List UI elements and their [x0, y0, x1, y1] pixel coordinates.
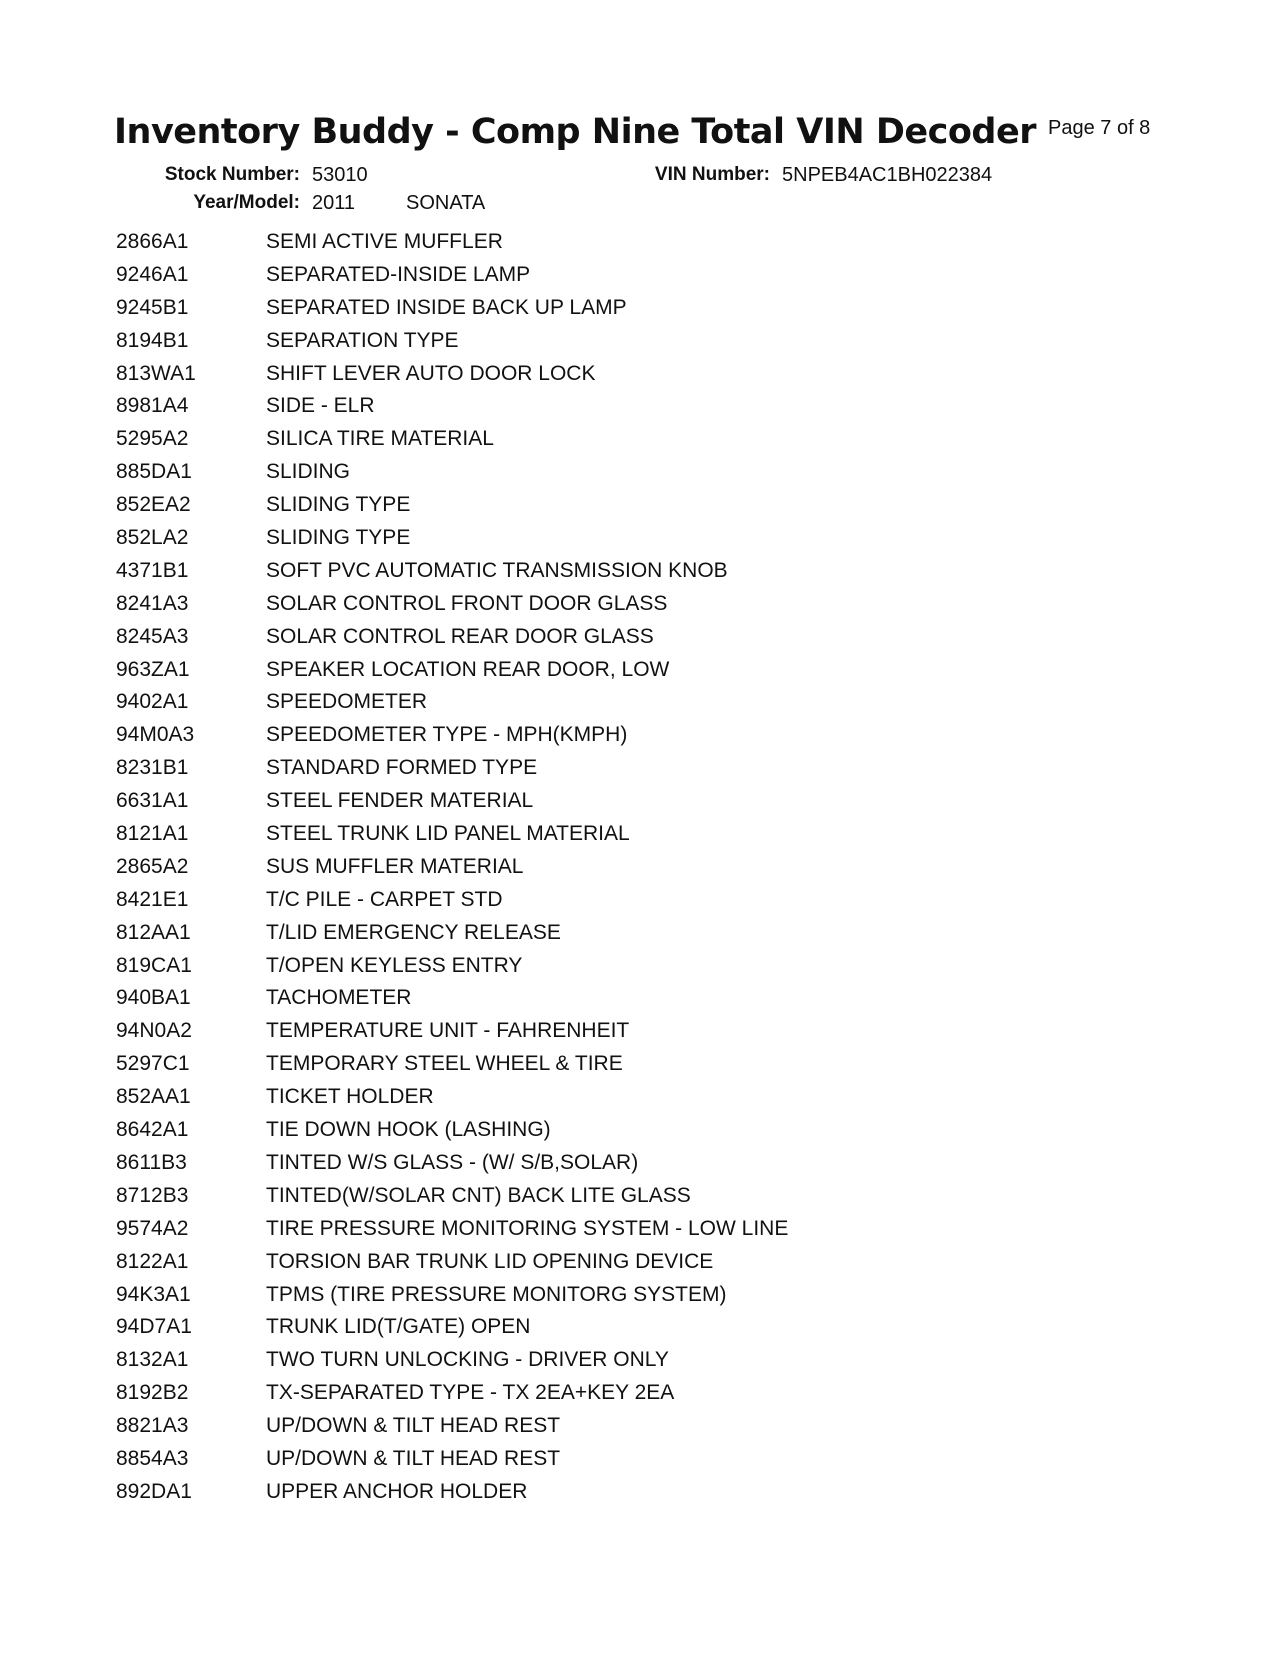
page-number: Page 7 of 8 [1048, 117, 1151, 139]
option-code: 8192B2 [116, 1381, 189, 1405]
document-title: Inventory Buddy - Comp Nine Total VIN Decoder [114, 112, 1036, 152]
option-code: 852LA2 [116, 526, 189, 550]
list-item [116, 427, 1016, 460]
option-code: 8611B3 [116, 1150, 187, 1174]
option-description: T/C PILE - CARPET STD [266, 887, 503, 911]
option-description: SOLAR CONTROL REAR DOOR GLASS [266, 624, 654, 648]
list-item [116, 329, 1016, 362]
list-item [116, 625, 1016, 658]
option-code: 9245B1 [116, 295, 189, 319]
option-description: TORSION BAR TRUNK LID OPENING DEVICE [266, 1249, 714, 1273]
option-description: SOLAR CONTROL FRONT DOOR GLASS [266, 591, 668, 615]
list-item [116, 723, 1016, 756]
option-code: 9402A1 [116, 690, 189, 714]
option-code: 8712B3 [116, 1183, 189, 1207]
option-description: TICKET HOLDER [266, 1085, 434, 1109]
list-item [116, 1348, 1016, 1381]
list-item [116, 493, 1016, 526]
option-description: T/LID EMERGENCY RELEASE [266, 920, 561, 944]
list-item [116, 921, 1016, 954]
list-item [116, 756, 1016, 789]
list-item [116, 1052, 1016, 1085]
list-item [116, 986, 1016, 1019]
list-item [116, 1480, 1016, 1513]
option-code: 885DA1 [116, 460, 192, 484]
option-code: 8981A4 [116, 394, 189, 418]
list-item [116, 1184, 1016, 1217]
year-value: 2011 [312, 192, 356, 214]
option-description: STANDARD FORMED TYPE [266, 756, 538, 780]
option-description: STEEL FENDER MATERIAL [266, 789, 534, 813]
option-code: 5295A2 [116, 427, 189, 451]
option-code: 8421E1 [116, 887, 189, 911]
option-code: 8194B1 [116, 328, 189, 352]
list-item [116, 1019, 1016, 1052]
option-description: UP/DOWN & TILT HEAD REST [266, 1446, 561, 1470]
list-item [116, 1381, 1016, 1414]
option-description: T/OPEN KEYLESS ENTRY [266, 953, 523, 977]
option-description: STEEL TRUNK LID PANEL MATERIAL [266, 822, 630, 846]
option-code: 2865A2 [116, 854, 189, 878]
option-code: 812AA1 [116, 920, 191, 944]
option-code: 8231B1 [116, 756, 189, 780]
list-item [116, 592, 1016, 625]
option-description: SEPARATION TYPE [266, 328, 459, 352]
list-item [116, 954, 1016, 987]
list-item [116, 394, 1016, 427]
model-value: SONATA [406, 192, 486, 214]
option-description: TX-SEPARATED TYPE - TX 2EA+KEY 2EA [266, 1381, 675, 1405]
list-item [116, 1315, 1016, 1348]
option-description: SOFT PVC AUTOMATIC TRANSMISSION KNOB [266, 558, 728, 582]
option-code: 8245A3 [116, 624, 189, 648]
list-item [116, 888, 1016, 921]
option-description: SLIDING [266, 460, 351, 484]
list-item [116, 362, 1016, 395]
option-code: 94N0A2 [116, 1019, 192, 1043]
option-description: SPEEDOMETER [266, 690, 428, 714]
option-description: SEMI ACTIVE MUFFLER [266, 230, 503, 253]
option-description: TRUNK LID(T/GATE) OPEN [266, 1315, 531, 1339]
option-description: TINTED(W/SOLAR CNT) BACK LITE GLASS [266, 1183, 691, 1207]
option-code: 94M0A3 [116, 723, 195, 747]
option-description: UPPER ANCHOR HOLDER [266, 1479, 528, 1503]
list-item [116, 1414, 1016, 1447]
option-description: TINTED W/S GLASS - (W/ S/B,SOLAR) [266, 1150, 639, 1174]
option-description: TIRE PRESSURE MONITORING SYSTEM - LOW LINE [266, 1216, 789, 1240]
option-description: SEPARATED INSIDE BACK UP LAMP [266, 295, 627, 319]
option-description: TIE DOWN HOOK (LASHING) [266, 1118, 551, 1142]
list-item [116, 230, 1016, 263]
option-description: TPMS (TIRE PRESSURE MONITORG SYSTEM) [266, 1282, 727, 1306]
option-code: 5297C1 [116, 1052, 190, 1076]
option-description: SLIDING TYPE [266, 526, 411, 550]
list-item [116, 855, 1016, 888]
list-item [116, 296, 1016, 329]
option-code: 819CA1 [116, 953, 192, 977]
option-code: 892DA1 [116, 1479, 192, 1503]
list-item [116, 526, 1016, 559]
option-description: TEMPORARY STEEL WHEEL & TIRE [266, 1052, 623, 1076]
list-item [116, 1217, 1016, 1250]
option-description: SLIDING TYPE [266, 493, 411, 517]
option-description: SPEAKER LOCATION REAR DOOR, LOW [266, 657, 670, 681]
list-item [116, 690, 1016, 723]
vin-number-value: 5NPEB4AC1BH022384 [782, 164, 993, 186]
list-item [116, 1085, 1016, 1118]
option-description: SUS MUFFLER MATERIAL [266, 854, 524, 878]
option-code: 852EA2 [116, 493, 191, 517]
year-model-label: Year/Model: [193, 192, 300, 213]
option-code: 813WA1 [116, 361, 196, 385]
option-code: 9574A2 [116, 1216, 189, 1240]
option-description: SPEEDOMETER TYPE - MPH(KMPH) [266, 723, 628, 747]
list-item [116, 1250, 1016, 1283]
option-code: 9246A1 [116, 262, 189, 286]
list-item [116, 1447, 1016, 1480]
stock-number-value: 53010 [312, 164, 368, 186]
option-code-list [116, 230, 1016, 1513]
vin-number-label: VIN Number: [654, 164, 770, 185]
option-code: 8821A3 [116, 1414, 189, 1438]
list-item [116, 789, 1016, 822]
list-item [116, 822, 1016, 855]
option-code: 2866A1 [116, 230, 189, 253]
option-code: 852AA1 [116, 1085, 191, 1109]
list-item [116, 1283, 1016, 1316]
option-code: 940BA1 [116, 986, 191, 1010]
option-code: 8122A1 [116, 1249, 189, 1273]
option-description: TWO TURN UNLOCKING - DRIVER ONLY [266, 1348, 669, 1372]
option-code: 4371B1 [116, 558, 189, 582]
option-code: 963ZA1 [116, 657, 190, 681]
list-item [116, 263, 1016, 296]
option-code: 94D7A1 [116, 1315, 192, 1339]
option-description: SIDE - ELR [266, 394, 375, 418]
option-description: SILICA TIRE MATERIAL [266, 427, 494, 451]
option-code: 8241A3 [116, 591, 189, 615]
option-code: 8132A1 [116, 1348, 189, 1372]
option-description: TACHOMETER [266, 986, 412, 1010]
option-description: TEMPERATURE UNIT - FAHRENHEIT [266, 1019, 630, 1043]
option-code: 8121A1 [116, 822, 189, 846]
list-item [116, 658, 1016, 691]
list-item [116, 460, 1016, 493]
list-item [116, 559, 1016, 592]
stock-number-label: Stock Number: [164, 164, 300, 185]
option-code: 94K3A1 [116, 1282, 191, 1306]
option-code: 8642A1 [116, 1118, 189, 1142]
option-description: UP/DOWN & TILT HEAD REST [266, 1414, 561, 1438]
option-code: 8854A3 [116, 1446, 189, 1470]
list-item [116, 1151, 1016, 1184]
list-item [116, 1118, 1016, 1151]
option-description: SEPARATED-INSIDE LAMP [266, 262, 531, 286]
option-description: SHIFT LEVER AUTO DOOR LOCK [266, 361, 596, 385]
option-code: 6631A1 [116, 789, 189, 813]
